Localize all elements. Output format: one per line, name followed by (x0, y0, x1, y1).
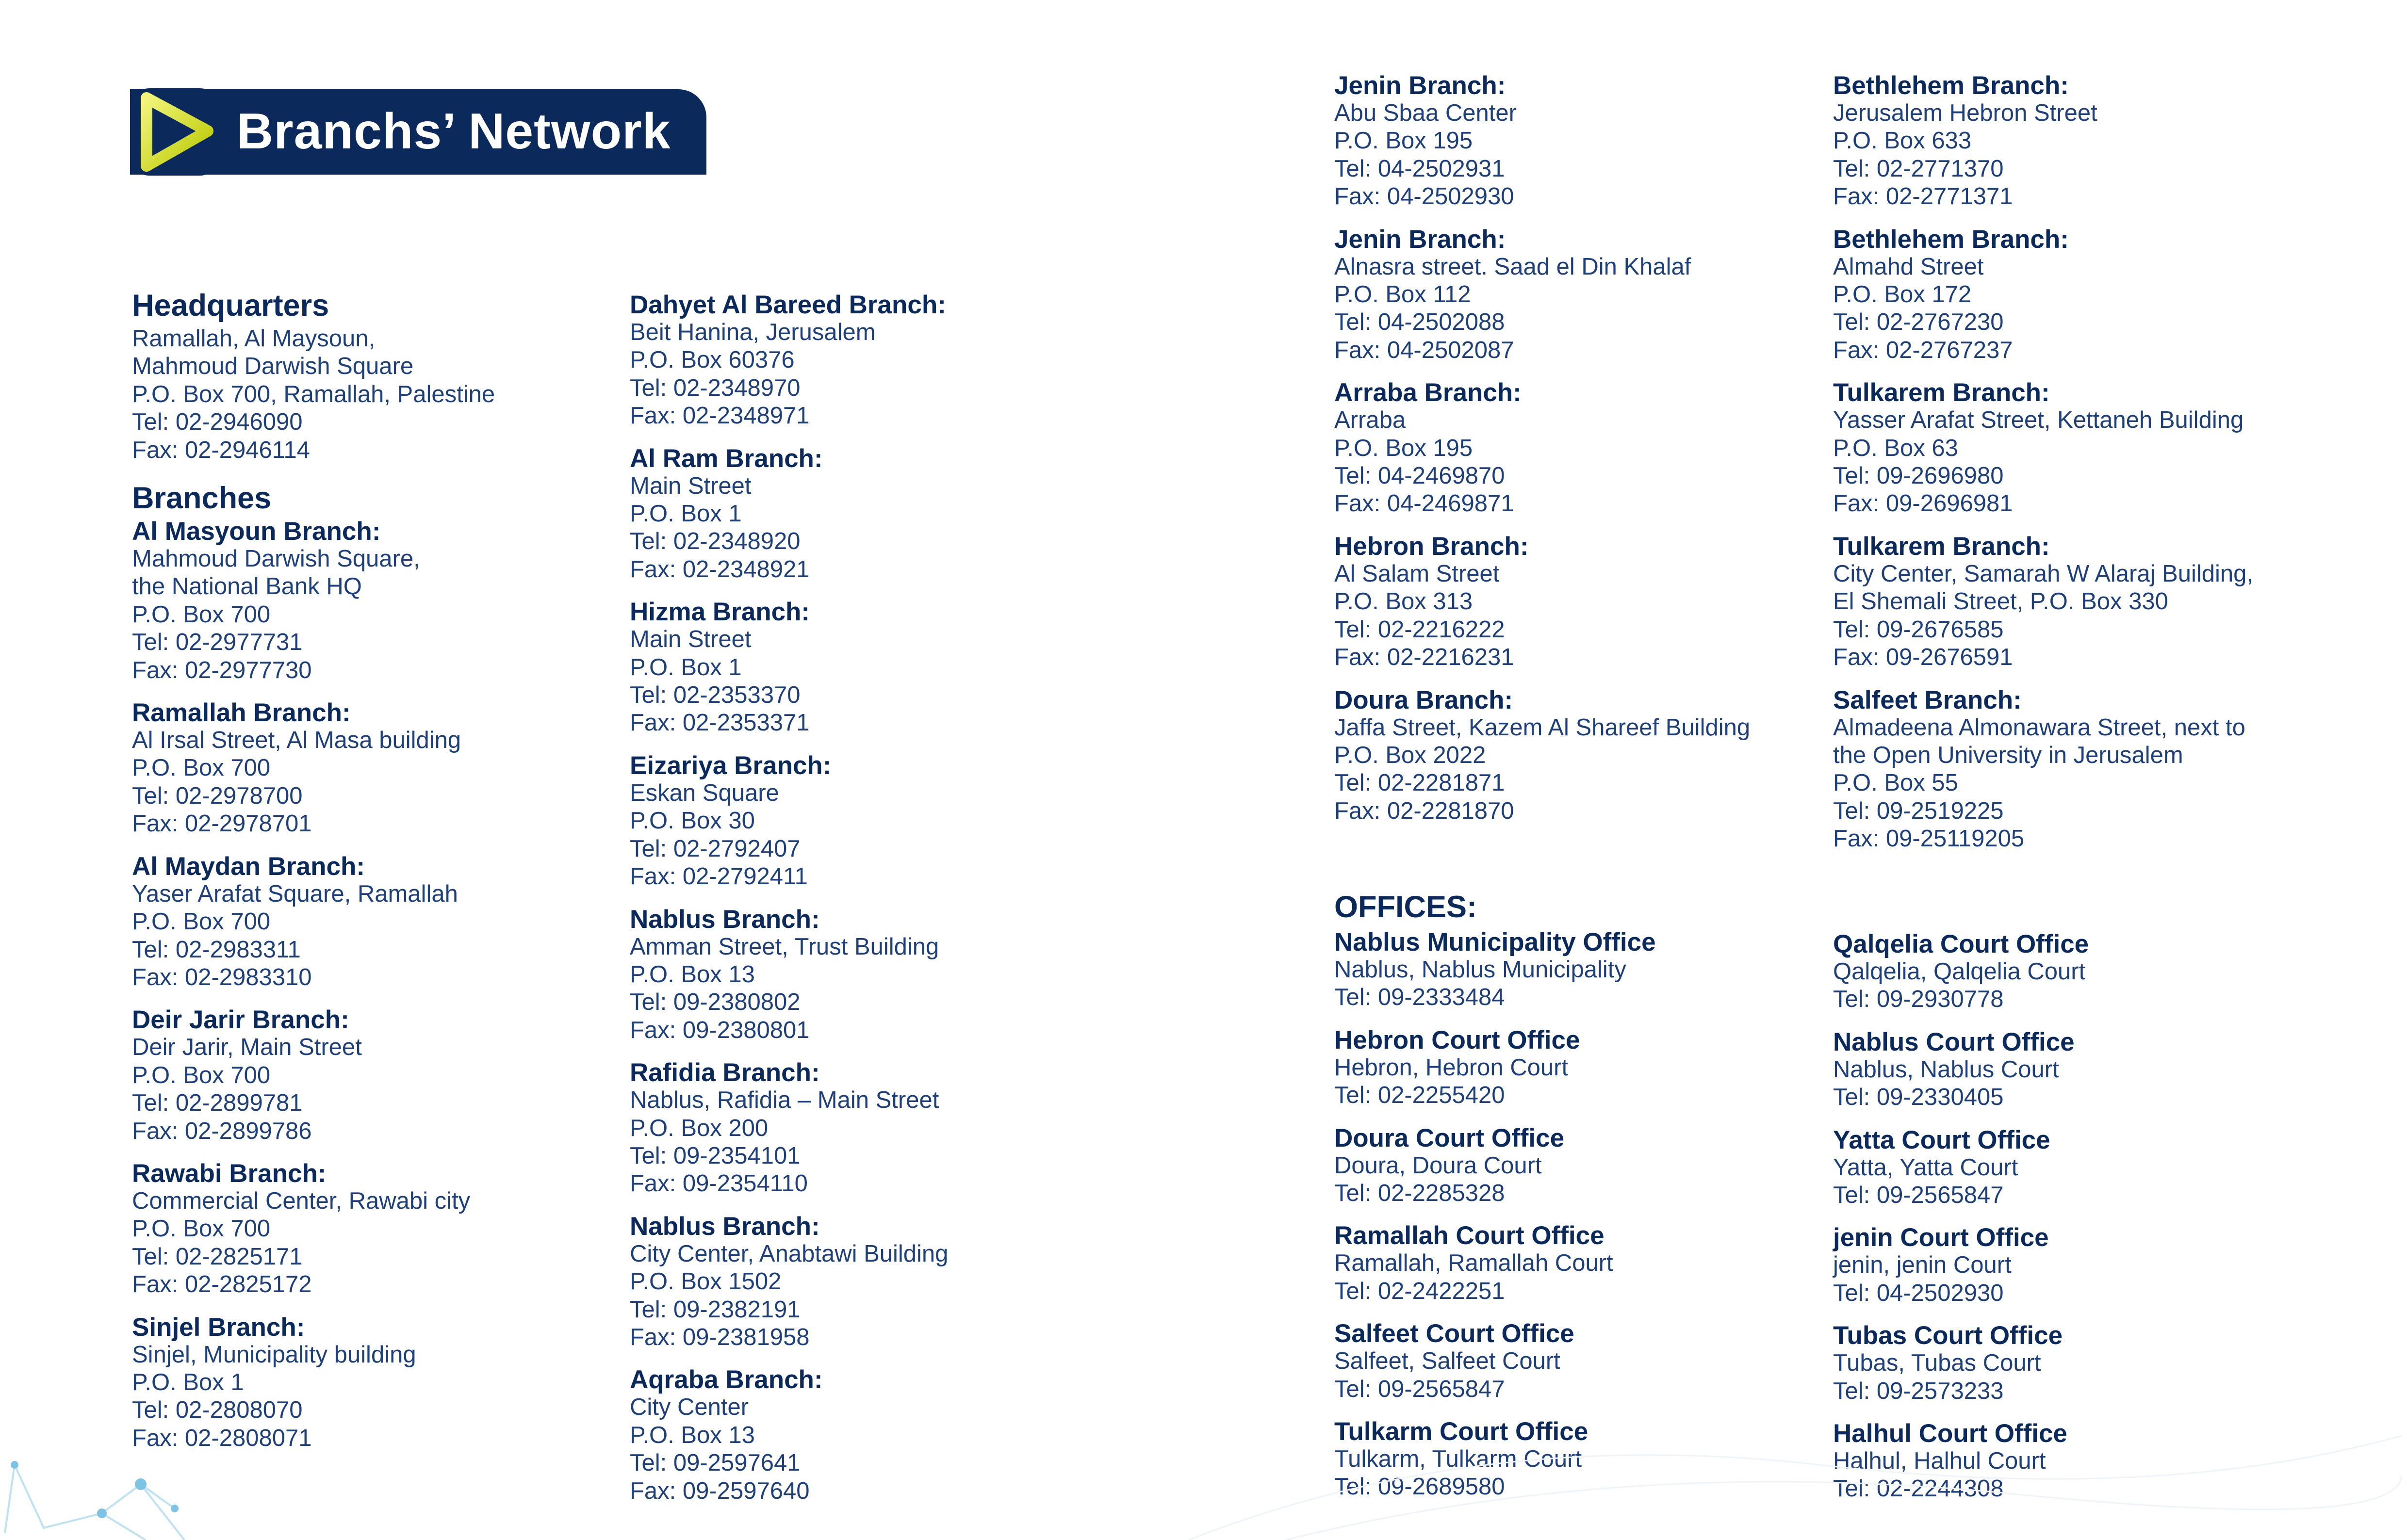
list-item (1334, 1222, 1656, 1305)
entry-title: Halhul Court Office (1833, 1419, 2067, 1448)
entry-line: Fax: 02-2825172 (132, 1271, 312, 1298)
hq-line: Tel: 02-2946090 (132, 409, 303, 436)
entry-title: Bethlehem Branch: (1833, 225, 2069, 254)
entry-title: Hizma Branch: (630, 598, 810, 627)
list-item (132, 1313, 495, 1453)
entry-title: Tulkarem Branch: (1833, 378, 2050, 407)
list-item (1833, 1126, 2089, 1210)
entry-line: Fax: 09-2380801 (630, 1017, 810, 1043)
entry-line: Tel: 04-2502930 (1833, 1280, 2004, 1306)
entry-title: Jenin Branch: (1334, 225, 1506, 254)
list-item (630, 1366, 948, 1505)
entry-line: P.O. Box 55 (1833, 770, 1958, 796)
entry-line: Tulkarm, Tulkarm Court (1334, 1446, 1582, 1473)
entry-title: jenin Court Office (1833, 1223, 2049, 1252)
entry-title: Doura Court Office (1334, 1123, 1565, 1152)
entry-line: Fax: 02-2983310 (132, 964, 312, 990)
branches-heading: Branches (132, 481, 272, 516)
entry-line: City Center (630, 1394, 749, 1421)
entry-line: Fax: 02-2281870 (1334, 797, 1514, 824)
entry-line: Tel: 02-2285328 (1334, 1180, 1505, 1207)
entry-line: Tel: 02-2899781 (132, 1090, 303, 1117)
entry-line: Al Irsal Street, Al Masa building (132, 727, 461, 754)
entry-line: Yatta, Yatta Court (1833, 1154, 2018, 1181)
entry-title: Yatta Court Office (1833, 1125, 2050, 1154)
entry-title: Hebron Branch: (1334, 532, 1529, 561)
entry-title: Al Ram Branch: (630, 444, 823, 473)
entry-title: Al Maydan Branch: (132, 852, 365, 881)
entry-line: Tel: 02-2808070 (132, 1397, 303, 1424)
offices-heading: OFFICES: (1334, 890, 1477, 924)
entry-line: P.O. Box 700 (132, 755, 271, 781)
entry-line: Tel: 02-2771370 (1833, 155, 2004, 182)
entry-line: Fax: 09-25119205 (1833, 826, 2025, 852)
entry-line: Halhul, Halhul Court (1833, 1448, 2046, 1475)
branch-list (1334, 72, 1750, 825)
entry-line: Tubas, Tubas Court (1833, 1350, 2041, 1377)
entry-line: Fax: 02-2767237 (1833, 337, 2013, 363)
entry-title: Nablus Branch: (630, 1212, 820, 1241)
entry-title: Rafidia Branch: (630, 1058, 820, 1087)
list-item (1334, 1026, 1656, 1110)
entry-line: Tel: 02-2978700 (132, 782, 303, 809)
entry-line: Tel: 02-2353370 (630, 682, 801, 709)
entry-line: Fax: 02-2899786 (132, 1118, 312, 1144)
entry-line: P.O. Box 172 (1833, 281, 1972, 308)
entry-line: P.O. Box 112 (1334, 281, 1471, 308)
entry-line: Fax: 09-2381958 (630, 1324, 810, 1350)
entry-line: Amman Street, Trust Building (630, 933, 939, 960)
entry-line: Nablus, Nablus Municipality (1334, 956, 1626, 983)
entry-line: Fax: 02-2353371 (630, 710, 810, 736)
entry-line: Almahd Street (1833, 253, 1984, 280)
entry-title: Salfeet Branch: (1833, 685, 2022, 714)
entry-title: Eizariya Branch: (630, 751, 832, 780)
entry-line: the Open University in Jerusalem (1833, 742, 2183, 768)
entry-title: Tulkarm Court Office (1334, 1417, 1588, 1446)
entry-line: Arraba (1334, 407, 1406, 434)
entry-line: Tel: 02-2348970 (630, 374, 801, 401)
entry-line: Tel: 02-2216222 (1334, 616, 1505, 643)
entry-title: Arraba Branch: (1334, 378, 1522, 407)
entry-line: Tel: 02-2255420 (1334, 1082, 1505, 1109)
entry-title: Sinjel Branch: (132, 1313, 305, 1342)
entry-line: Fax: 04-2502930 (1334, 183, 1514, 210)
entry-line: P.O. Box 700 (132, 1216, 271, 1242)
entry-line: Mahmoud Darwish Square, (132, 546, 420, 572)
list-item (132, 518, 495, 684)
entry-line: P.O. Box 1 (132, 1369, 244, 1395)
entry-line: Fax: 09-2597640 (630, 1477, 810, 1504)
entry-line: Fax: 09-2354110 (630, 1170, 808, 1197)
entry-line: Fax: 02-2348971 (630, 403, 810, 429)
entry-title: Al Masyoun Branch: (132, 517, 381, 546)
entry-line: City Center, Samarah W Alaraj Building, (1833, 560, 2254, 587)
list-item (1833, 1224, 2089, 1307)
entry-line: P.O. Box 195 (1334, 128, 1473, 154)
entry-line: Ramallah, Ramallah Court (1334, 1250, 1613, 1277)
entry-line: Deir Jarir, Main Street (132, 1034, 362, 1061)
column-2 (630, 291, 948, 1520)
entry-line: Tel: 02-2422251 (1334, 1278, 1505, 1304)
entry-line: P.O. Box 1502 (630, 1268, 782, 1295)
entry-line: P.O. Box 13 (630, 961, 755, 988)
list-item (1833, 686, 2253, 853)
list-item (1833, 533, 2253, 672)
list-item (1833, 930, 2089, 1014)
entry-line: Tel: 09-2333484 (1334, 984, 1505, 1011)
entry-line: Main Street (630, 472, 752, 499)
entry-line: Fax: 02-2978701 (132, 811, 312, 837)
entry-line: Tel: 09-2519225 (1833, 797, 2004, 824)
entry-title: Tulkarem Branch: (1833, 532, 2050, 561)
list-item (630, 1213, 948, 1352)
entry-line: P.O. Box 633 (1833, 128, 1972, 154)
entry-line: the National Bank HQ (132, 573, 362, 600)
entry-line: Tel: 02-2825171 (132, 1243, 303, 1270)
entry-line: Fax: 02-2771371 (1833, 183, 2013, 210)
entry-line: Nablus, Nablus Court (1833, 1056, 2059, 1083)
entry-line: P.O. Box 60376 (630, 347, 795, 373)
entry-title: Nablus Court Office (1833, 1027, 2075, 1056)
entry-line: Tel: 09-2573233 (1833, 1378, 2004, 1404)
entry-line: Fax: 02-2977730 (132, 657, 312, 683)
entry-line: Salfeet, Salfeet Court (1334, 1348, 1560, 1375)
entry-line: Nablus, Rafidia – Main Street (630, 1087, 939, 1114)
list-item (1334, 226, 1750, 365)
hq-line: Fax: 02-2946114 (132, 437, 310, 463)
entry-title: Salfeet Court Office (1334, 1319, 1574, 1348)
entry-line: Eskan Square (630, 779, 779, 806)
entry-line: Al Salam Street (1334, 560, 1500, 587)
column-3 (1334, 72, 1750, 840)
entry-line: Fax: 04-2469871 (1334, 490, 1514, 517)
entry-line: P.O. Box 700 (132, 1062, 271, 1088)
entry-line: Jaffa Street, Kazem Al Shareef Building (1334, 714, 1751, 741)
list-item (1833, 379, 2253, 518)
entry-line: Yasser Arafat Street, Kettaneh Building (1833, 407, 2244, 434)
list-item (630, 598, 948, 737)
list-item (1334, 928, 1656, 1012)
entry-title: Deir Jarir Branch: (132, 1005, 349, 1035)
entry-line: P.O. Box 63 (1833, 435, 1958, 461)
entry-line: Tel: 02-2244308 (1833, 1475, 2004, 1502)
column-4 (1833, 72, 2253, 868)
list-item (132, 853, 495, 992)
entry-line: City Center, Anabtawi Building (630, 1240, 949, 1267)
entry-line: Tel: 09-2676585 (1833, 616, 2004, 643)
entry-line: jenin, jenin Court (1833, 1252, 2012, 1279)
entry-line: P.O. Box 13 (630, 1422, 755, 1448)
background-lines-decoration (1189, 1407, 2402, 1540)
list-item (1334, 72, 1750, 211)
entry-line: Almadeena Almonawara Street, next to (1833, 714, 2245, 741)
entry-line: Tel: 02-2348920 (630, 528, 801, 555)
list-item (630, 291, 948, 430)
entry-line: Tel: 02-2767230 (1833, 309, 2004, 336)
entry-line: Tel: 09-2565847 (1334, 1376, 1505, 1402)
entry-line: Tel: 09-2380802 (630, 989, 801, 1016)
branch-list (132, 518, 495, 1452)
entry-line: Tel: 04-2502931 (1334, 155, 1505, 182)
entry-title: Jenin Branch: (1334, 71, 1506, 100)
list-item (1833, 1028, 2089, 1112)
hq-line: Mahmoud Darwish Square (132, 353, 414, 380)
entry-line: P.O. Box 2022 (1334, 742, 1486, 768)
entry-line: P.O. Box 313 (1334, 588, 1473, 615)
headquarters-block (132, 325, 495, 464)
entry-line: Fax: 09-2696981 (1833, 490, 2013, 517)
entry-title: Ramallah Branch: (132, 698, 351, 728)
list-item (1334, 686, 1750, 826)
list-item (132, 1160, 495, 1299)
entry-line: Tel: 09-2382191 (630, 1296, 801, 1323)
entry-line: P.O. Box 195 (1334, 435, 1473, 461)
entry-line: Tel: 09-2597641 (630, 1450, 801, 1476)
entry-title: Dahyet Al Bareed Branch: (630, 291, 946, 319)
network-decoration-icon (0, 1436, 340, 1540)
hq-line: P.O. Box 700, Ramallah, Palestine (132, 381, 495, 407)
entry-line: Tel: 09-2696980 (1833, 463, 2004, 489)
entry-line: Alnasra street. Saad el Din Khalaf (1334, 253, 1691, 280)
entry-line: Tel: 09-2689580 (1334, 1474, 1505, 1500)
entry-line: Beit Hanina, Jerusalem (630, 319, 876, 345)
entry-line: Fax: 02-2348921 (630, 556, 810, 583)
list-item (1833, 72, 2253, 211)
list-item (630, 445, 948, 584)
entry-line: P.O. Box 30 (630, 808, 755, 834)
entry-title: Ramallah Court Office (1334, 1221, 1605, 1250)
entry-line: El Shemali Street, P.O. Box 330 (1833, 588, 2168, 615)
entry-line: Yaser Arafat Square, Ramallah (132, 880, 458, 907)
entry-line: P.O. Box 700 (132, 908, 271, 935)
entry-line: Tel: 09-2930778 (1833, 986, 2004, 1013)
entry-title: Tubas Court Office (1833, 1321, 2063, 1350)
entry-line: Qalqelia, Qalqelia Court (1833, 958, 2086, 985)
entry-line: Tel: 09-2330405 (1833, 1084, 2004, 1111)
list-item (630, 906, 948, 1045)
entry-line: Doura, Doura Court (1334, 1152, 1542, 1179)
list-item (630, 1059, 948, 1198)
entry-line: Fax: 02-2216231 (1334, 644, 1514, 671)
play-logo-icon (130, 88, 219, 176)
branch-list (1833, 72, 2253, 853)
branch-list (630, 291, 948, 1505)
column-1 (132, 286, 495, 1467)
headquarters-heading: Headquarters (132, 289, 329, 323)
entry-line: Fax: 09-2676591 (1833, 644, 2013, 671)
page-title: Branchs’ Network (237, 103, 671, 160)
entry-line: P.O. Box 200 (630, 1115, 769, 1141)
list-item (1334, 379, 1750, 518)
entry-line: P.O. Box 1 (630, 654, 742, 681)
entry-title: Nablus Branch: (630, 905, 820, 934)
list-item (630, 752, 948, 891)
entry-title: Bethlehem Branch: (1833, 71, 2069, 100)
entry-line: Tel: 04-2502088 (1334, 309, 1505, 336)
list-item (1334, 1320, 1656, 1403)
entry-line: Commercial Center, Rawabi city (132, 1187, 471, 1214)
entry-line: Tel: 09-2565847 (1833, 1182, 2004, 1209)
entry-line: Tel: 02-2281871 (1334, 770, 1505, 796)
entry-title: Hebron Court Office (1334, 1025, 1580, 1054)
entry-line: Tel: 02-2792407 (630, 835, 801, 862)
list-item (1334, 1124, 1656, 1208)
entry-line: Abu Sbaa Center (1334, 100, 1517, 126)
entry-line: Sinjel, Municipality building (132, 1341, 416, 1368)
entry-line: P.O. Box 700 (132, 601, 271, 628)
entry-line: Jerusalem Hebron Street (1833, 100, 2097, 126)
entry-line: Tel: 02-2977731 (132, 629, 303, 656)
list-item (1833, 1322, 2089, 1405)
list-item (1334, 533, 1750, 672)
list-item (132, 699, 495, 838)
entry-title: Qalqelia Court Office (1833, 930, 2089, 958)
entry-line: Fax: 04-2502087 (1334, 337, 1514, 363)
entry-title: Rawabi Branch: (132, 1159, 327, 1188)
entry-line: Fax: 02-2808071 (132, 1425, 312, 1451)
entry-line: Hebron, Hebron Court (1334, 1054, 1569, 1081)
list-item (132, 1006, 495, 1145)
entry-title: Doura Branch: (1334, 685, 1513, 714)
entry-line: Main Street (630, 626, 752, 653)
hq-line: Ramallah, Al Maysoun, (132, 325, 376, 352)
entry-title: Nablus Municipality Office (1334, 928, 1656, 956)
entry-line: P.O. Box 1 (630, 501, 742, 527)
entry-line: Fax: 02-2792411 (630, 863, 808, 890)
entry-title: Aqraba Branch: (630, 1365, 823, 1394)
list-item (1833, 226, 2253, 365)
entry-line: Tel: 04-2469870 (1334, 463, 1505, 489)
entry-line: Tel: 09-2354101 (630, 1142, 801, 1169)
entry-line: Tel: 02-2983311 (132, 936, 301, 963)
